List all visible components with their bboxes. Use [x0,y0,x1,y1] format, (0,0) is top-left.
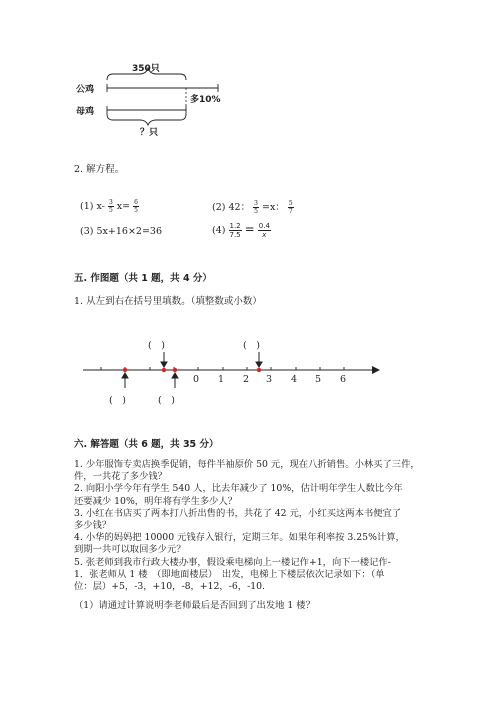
tick-label-6: 6 [340,374,347,385]
q1-line-2: 件，一共花了多少钱？ [74,471,167,483]
answer-blank-top-1[interactable]: ( ) [148,340,165,351]
total-label: 350只 [132,64,160,74]
equation-1: (1) x- $\frac{3}{5}$ x= $\frac{6}{5}$ [80,199,138,214]
section5-q1: 1. 从左到右在括号里填数。（填整数或小数） [74,296,262,307]
section6-questions [74,459,434,612]
hen-label: 母鸡 [76,107,95,117]
point-b [162,368,166,372]
answer-blank-bottom-1[interactable]: ( ) [109,395,126,406]
point-d [257,368,261,372]
tick-label-1: 1 [218,374,225,385]
q5-sub1: （1）请通过计算说明李老师最后是否回到了出发地 1 楼？ [74,600,315,612]
rooster-label: 公鸡 [76,85,95,95]
bar-diagram-lines [0,0,500,140]
q3-line-1: 3. 小红在书店买了两本打八折出售的书，共花了 42 元，小红买这两本书便宜了 [74,507,402,519]
q5-line-3: 位：层）+5，-3，+10，-8，+12，-6，-10. [74,581,266,593]
tick-label-4: 4 [291,374,298,385]
point-a [123,368,127,372]
equation-3: (3) 5x+16×2=36 [80,226,163,237]
tick-label-3: 3 [266,374,273,385]
section5-title: 五. 作图题（共 1 题，共 4 分） [74,273,212,284]
tick-label-2: 2 [243,374,250,385]
answer-blank-top-2[interactable]: ( ) [243,340,260,351]
q3-line-2: 多少钱？ [74,520,112,532]
q2-line-1: 2. 向阳小学今年有学生 540 人，比去年减少了 10%，估计明年学生人数比今年 [74,483,403,495]
tick-label-5: 5 [315,374,322,385]
point-c [173,368,177,372]
more-percent-label: 多10% [190,95,221,105]
unknown-label: ？只 [140,128,159,138]
q1-line-1: 1. 少年服饰专卖店换季促销，每件半袖原价 50 元，现在八折销售。小林买了三件， [74,459,420,470]
q2-line-2: 还要减少 10%，明年将有学生多少人？ [74,495,238,507]
answer-blank-bottom-2[interactable]: ( ) [158,395,175,406]
q4-line-1: 4. 小华的妈妈把 10000 元钱存入银行，定期三年。如果年利率按 3.25%计算， [74,532,405,544]
tick-label-0: 0 [193,374,200,385]
section2-heading: 2. 解方程。 [74,164,125,175]
equation-2: (2) 42： $\frac{3}{5}$ =x： $\frac{5}{7}$ [212,200,293,215]
q5-line-2: 1．张老师从 1 楼 （即地面楼层） 出发，电梯上下楼层依次记录如下：（单 [74,568,385,580]
section6-title: 六. 解答题（共 6 题，共 35 分） [74,439,219,450]
equation-4: (4) $\frac{1.2}{7.5}$ = $\frac{0.4}{x}$ [212,222,270,239]
q5-line-1: 5. 张老师到我市行政大楼办事，假设乘电梯向上一楼记作+1，向下一楼记作- [74,556,391,568]
q4-line-2: 到期一共可以取回多少元？ [74,544,186,556]
